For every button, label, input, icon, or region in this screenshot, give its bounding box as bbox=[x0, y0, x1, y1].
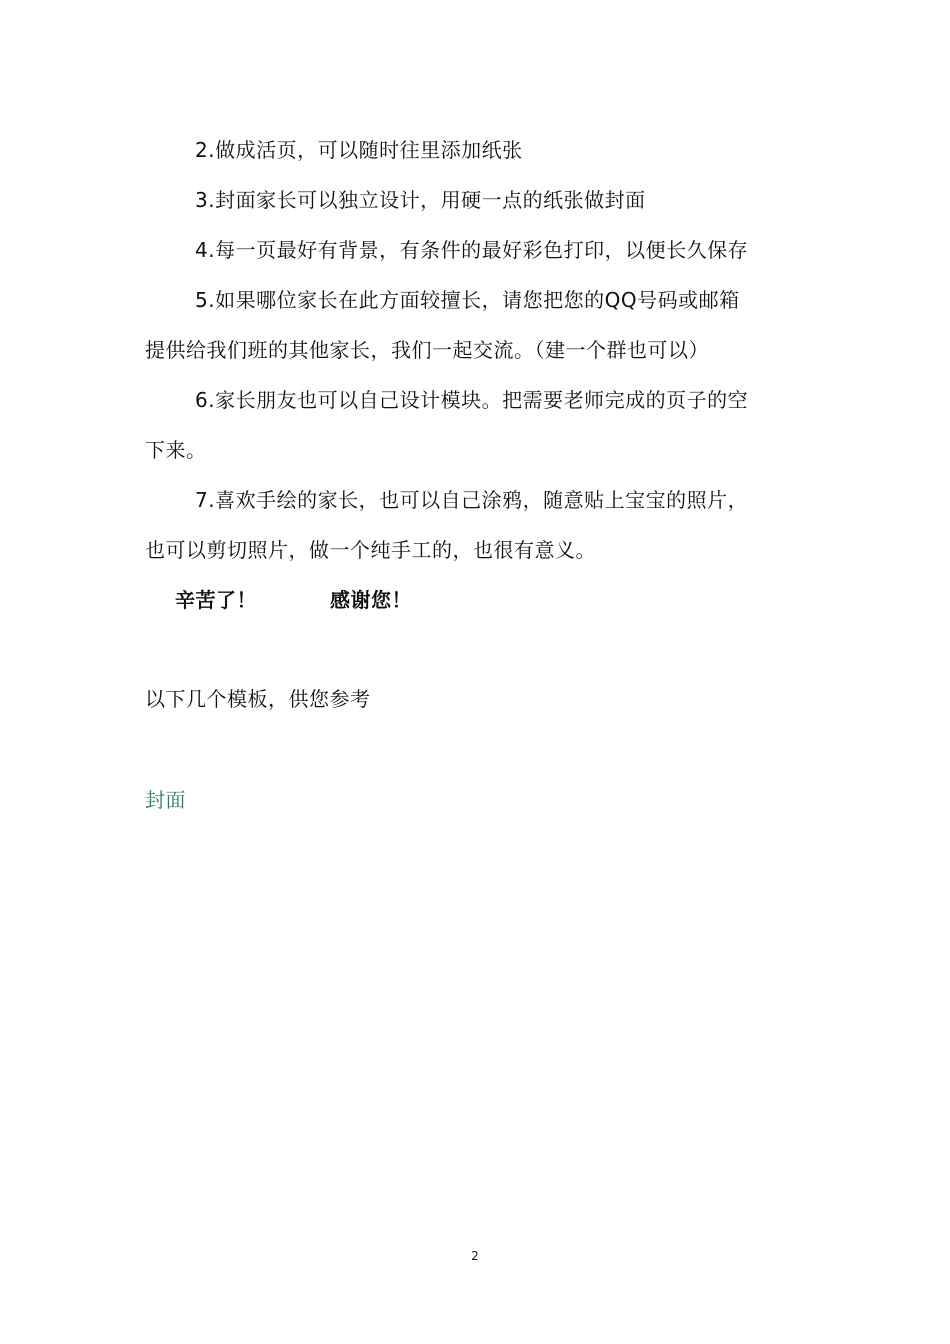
list-item: 4.每一页最好有背景，有条件的最好彩色打印，以便长久保存 bbox=[195, 238, 749, 262]
list-item: 3.封面家长可以独立设计，用硬一点的纸张做封面 bbox=[195, 188, 646, 212]
cover-heading: 封面 bbox=[145, 788, 186, 812]
list-item-continuation: 也可以剪切照片，做一个纯手工的，也很有意义。 bbox=[145, 538, 596, 562]
thanks-text-first: 辛苦了！ bbox=[175, 588, 257, 612]
list-item: 5.如果哪位家长在此方面较擅长，请您把您的QQ号码或邮箱 bbox=[195, 288, 740, 312]
list-item: 2.做成活页，可以随时往里添加纸张 bbox=[195, 138, 523, 162]
list-item: 6.家长朋友也可以自己设计模块。把需要老师完成的页子的空 bbox=[195, 388, 749, 412]
templates-note: 以下几个模板，供您参考 bbox=[145, 687, 371, 711]
list-item: 7.喜欢手绘的家长，也可以自己涂鸦，随意贴上宝宝的照片， bbox=[195, 488, 749, 512]
thanks-text-second: 感谢您！ bbox=[330, 588, 412, 612]
page-number: 2 bbox=[471, 1249, 479, 1263]
list-item-continuation: 提供给我们班的其他家长，我们一起交流。（建一个群也可以） bbox=[145, 338, 709, 362]
list-item-continuation: 下来。 bbox=[145, 438, 207, 462]
